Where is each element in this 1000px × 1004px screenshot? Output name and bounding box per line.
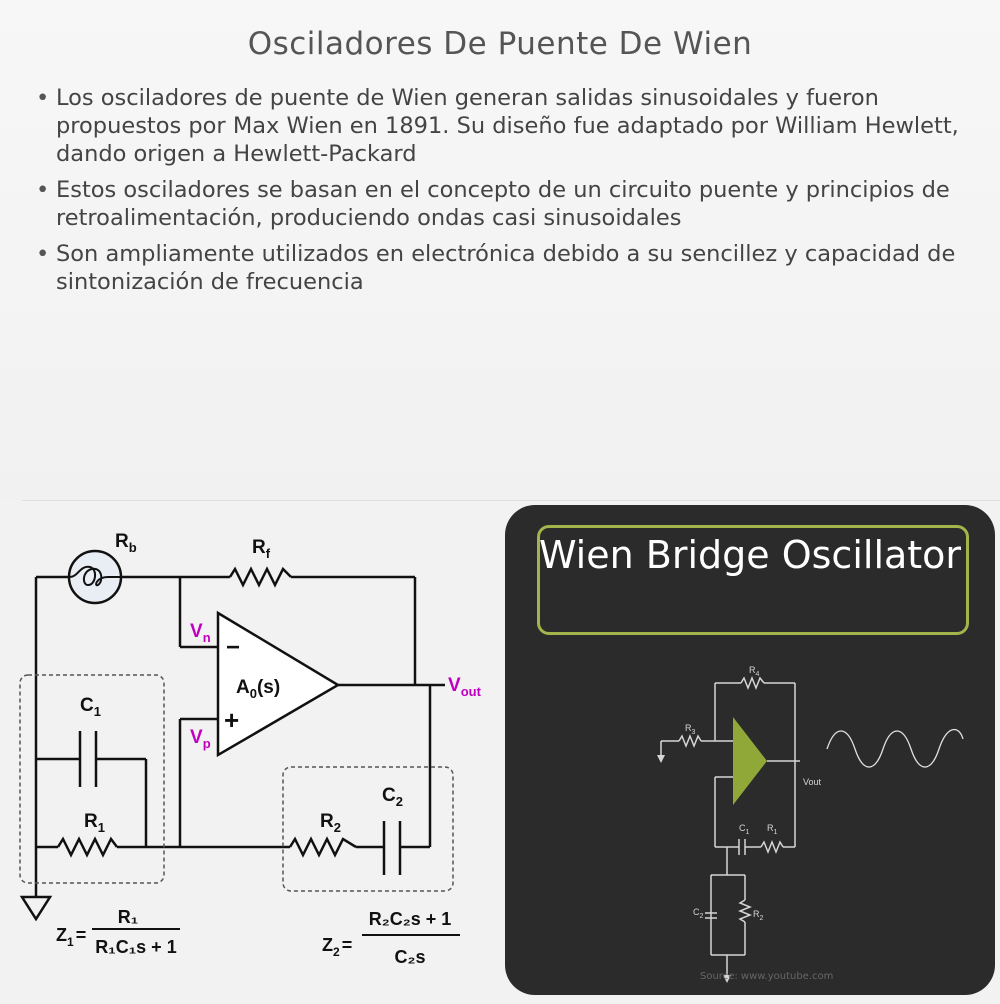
small-r1-label: $R_1$	[767, 823, 778, 836]
wien-bridge-image-panel	[505, 505, 995, 995]
rb-label: $R_b$	[115, 531, 137, 555]
z2-formula	[322, 909, 460, 967]
z1-formula	[56, 907, 180, 957]
source-caption: Source: www.youtube.com	[700, 971, 834, 982]
small-c1-label: $C_1$	[739, 823, 750, 836]
plus-sign: +	[224, 705, 240, 735]
page-title: Osciladores De Puente De Wien	[247, 26, 753, 62]
r1-label: $R_1$	[84, 811, 105, 835]
small-circuit-diagram	[505, 505, 995, 995]
panel-heading: Wien Bridge Oscillator	[538, 533, 962, 577]
c2-label: $C_2$	[382, 785, 403, 809]
minus-sign: −	[226, 634, 241, 661]
vout-label: $V_{out}$	[448, 675, 481, 699]
svg-text:Z1=: $Z_1$ =	[56, 925, 87, 949]
z2-dashed-box	[283, 767, 453, 891]
small-vout-label: Vout	[803, 777, 822, 787]
bullet-list	[34, 84, 964, 304]
small-c2-label: $C_2$	[693, 907, 704, 920]
lamp-rb-icon	[69, 551, 121, 603]
a0s-label: $A_0(s)$	[236, 677, 281, 701]
small-r2-label: $R_2$	[753, 909, 764, 922]
bullet-item: • Estos osciladores se basan en el concepto de un circuito puente y principios de retroalimentación, produciendo ondas casi sinusoidales	[34, 176, 964, 232]
svg-text:Z2=: $Z_2$ =	[322, 935, 353, 959]
wien-bridge-circuit-diagram	[0, 505, 500, 1000]
small-opamp-icon	[733, 717, 767, 805]
bullet-item: • Son ampliamente utilizados en electrónica debido a su sencillez y capacidad de sintonización de frecuencia	[34, 240, 964, 296]
rf-label: $R_f$	[252, 537, 271, 561]
bullet-item: • Los osciladores de puente de Wien generan salidas sinusoidales y fueron propuestos por Max Wien en 1891. Su diseño fue adaptado por William Hewlett, dando origen a Hewlett-Packard	[34, 84, 964, 168]
z1-numerator: R₁	[117, 907, 139, 927]
vp-label: $V_p$	[190, 727, 211, 751]
z2-denominator: C₂s	[394, 947, 426, 967]
r2-label: $R_2$	[320, 811, 341, 835]
r3-label: $R_3$	[685, 723, 696, 736]
vn-label: $V_n$	[190, 621, 211, 645]
z1-denominator: R₁C₁s + 1	[95, 937, 177, 957]
c1-label: $C_1$	[80, 695, 101, 719]
section-divider	[22, 500, 1000, 501]
z2-numerator: R₂C₂s + 1	[368, 909, 452, 929]
r4-label: $R_4$	[749, 665, 760, 678]
